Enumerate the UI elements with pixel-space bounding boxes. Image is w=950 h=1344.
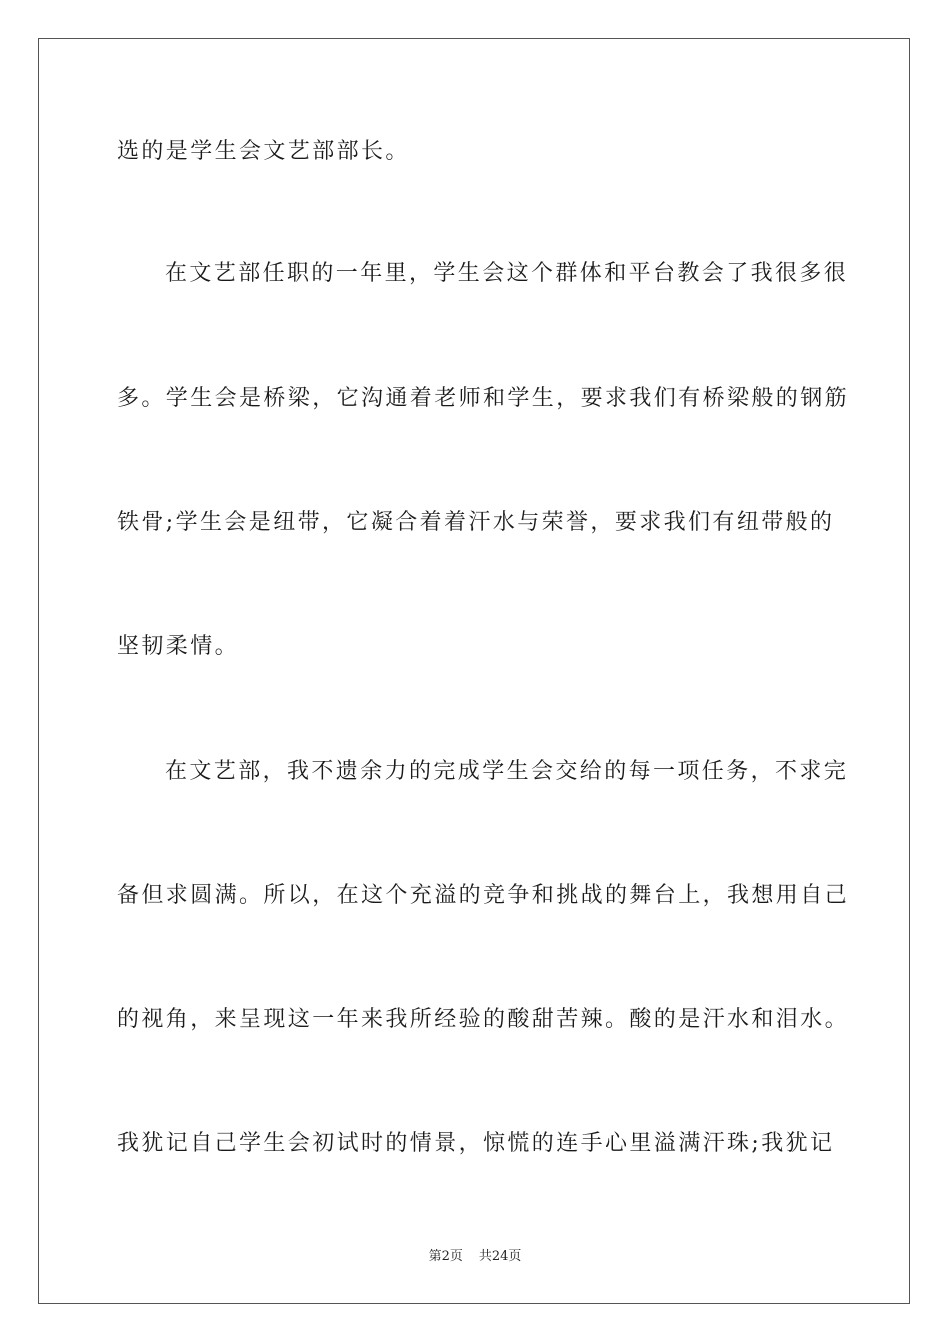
text-line: 我犹记自己学生会初试时的情景，惊慌的连手心里溢满汗珠;我犹记 xyxy=(117,1131,835,1156)
page-number: 第2页 xyxy=(428,1249,463,1264)
text-line: 的视角，来呈现这一年来我所经验的酸甜苦辣。酸的是汗水和泪水。 xyxy=(117,1007,850,1032)
page-footer xyxy=(0,1248,950,1266)
total-pages: 共24页 xyxy=(478,1249,522,1264)
text-line: 选的是学生会文艺部部长。 xyxy=(117,139,410,164)
paragraph-first-line: 在文艺部任职的一年里，学生会这个群体和平台教会了我很多很 xyxy=(165,261,849,286)
paragraph-first-line: 在文艺部，我不遗余力的完成学生会交给的每一项任务，不求完 xyxy=(165,759,849,784)
page-border xyxy=(38,38,910,1304)
text-line: 坚韧柔情。 xyxy=(117,634,240,659)
text-line: 备但求圆满。所以，在这个充溢的竞争和挑战的舞台上，我想用自己 xyxy=(117,883,850,908)
text-line: 多。学生会是桥梁，它沟通着老师和学生，要求我们有桥梁般的钢筋 xyxy=(117,386,850,411)
text-line: 铁骨;学生会是纽带，它凝合着着汗水与荣誉，要求我们有纽带般的 xyxy=(117,510,835,535)
